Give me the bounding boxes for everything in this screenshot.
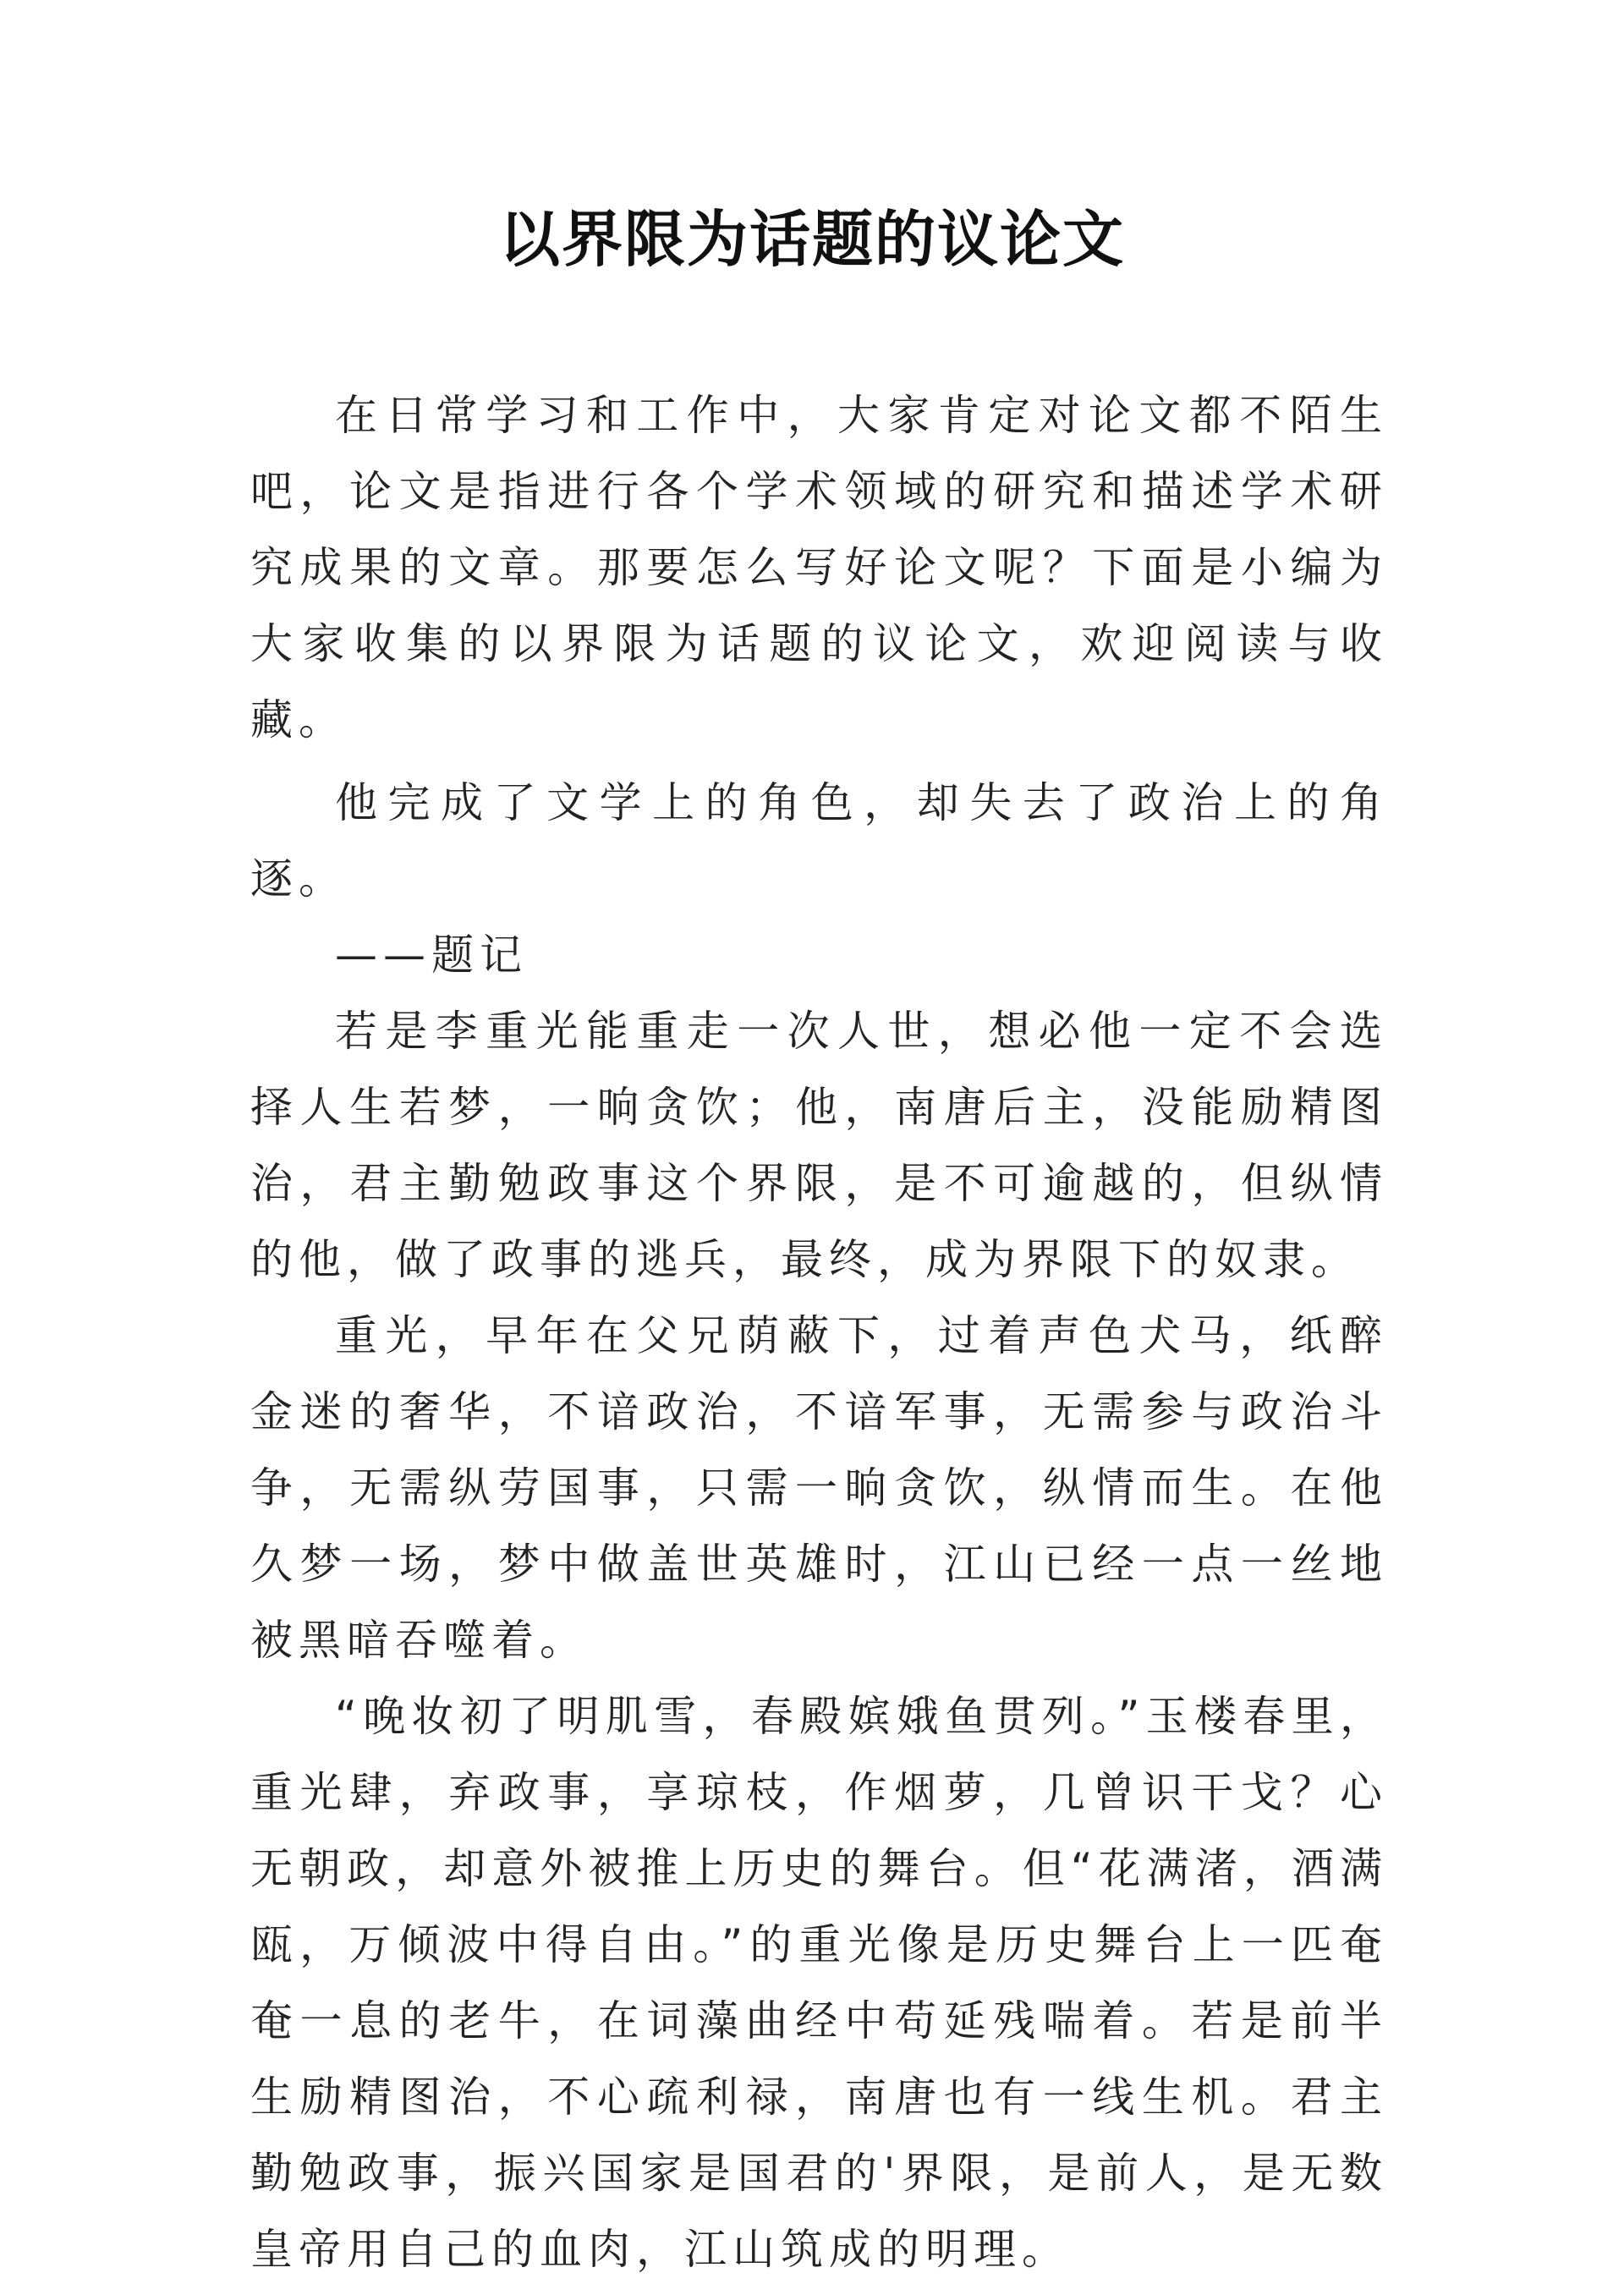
- document-title: 以界限为话题的议论文: [498, 203, 1125, 275]
- essay-paragraph-1: 若是李重光能重走一次人世，想必他一定不会选择人生若梦，一晌贪饮；他，南唐后主，没能励精图治，君主勤勉政事这个界限，是不可逾越的，但纵情的他，做了政事的逃兵，最终，成为界限下的奴隶。: [250, 1007, 1388, 1284]
- intro-paragraph: 在日常学习和工作中，大家肯定对论文都不陌生吧，论文是指进行各个学术领域的研究和描述学术研究成果的文章。那要怎么写好论文呢？下面是小编为大家收集的以界限为话题的议论文，欢迎阅读与收藏。: [250, 391, 1388, 744]
- essay-section: [250, 765, 1388, 2287]
- essay-paragraph-2: 重光，早年在父兄荫蔽下，过着声色犬马，纸醉金迷的奢华，不谙政治，不谙军事，无需参与政治斗争，无需纵劳国事，只需一晌贪饮，纵情而生。在他久梦一场，梦中做盖世英雄时，江山已经一点一丝地被黑暗吞噬着。: [250, 1311, 1388, 1665]
- intro-section: [250, 377, 1388, 758]
- essay-paragraph-3: “晚妆初了明肌雪，春殿嫔娥鱼贯列。”玉楼春里，重光肆，弃政事，享琼枝，作烟萝，几曾识干戈？心无朝政，却意外被推上历史的舞台。但“花满渚，酒满瓯，万倾波中得自由。”的重光像是历史舞台上一匹奄奄一息的老牛，在词藻曲经中苟延残喘着。若是前半生励精图治，不心疏利禄，南唐也有一线生机。君主勤勉政事，振兴国家是国君的'界限，是前人，是无数皇帝用自己的血肉，江山筑成的明理。: [250, 1692, 1388, 2274]
- epigraph-attribution: ——题记: [335, 931, 528, 980]
- epigraph-line: 他完成了文学上的角色，却失去了政治上的角逐。: [250, 778, 1388, 903]
